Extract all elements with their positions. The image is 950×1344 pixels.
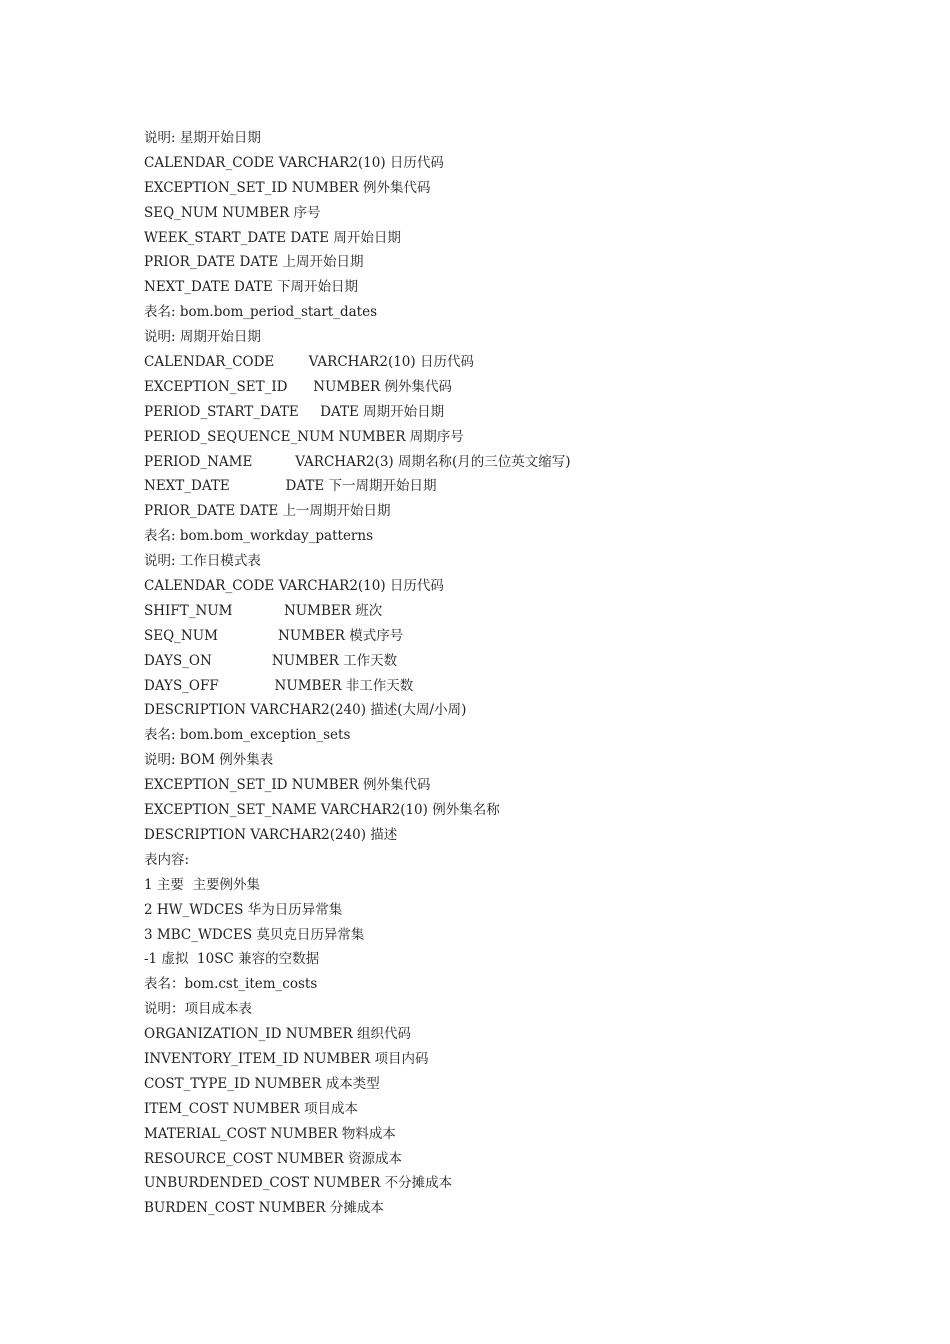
text-line: EXCEPTION_SET_ID NUMBER 例外集代码 — [144, 179, 431, 196]
text-line: EXCEPTION_SET_ID NUMBER 例外集代码 — [144, 777, 431, 794]
text-line: PRIOR_DATE DATE 上周开始日期 — [144, 254, 364, 271]
text-line: MATERIAL_COST NUMBER 物料成本 — [144, 1125, 396, 1142]
text-line: 说明: 周期开始日期 — [144, 329, 261, 346]
table-name-line: 表名：bom.cst_item_costs — [144, 976, 318, 993]
table-name-line: 表名: bom.bom_exception_sets — [144, 727, 351, 744]
text-line: UNBURDENDED_COST NUMBER 不分摊成本 — [144, 1175, 453, 1192]
text-line: -1 虚拟 10SC 兼容的空数据 — [144, 951, 320, 968]
text-line: EXCEPTION_SET_NAME VARCHAR2(10) 例外集名称 — [144, 802, 500, 819]
text-line: ITEM_COST NUMBER 项目成本 — [144, 1100, 358, 1117]
text-line: CALENDAR_CODE VARCHAR2(10) 日历代码 — [144, 154, 444, 171]
text-line: PERIOD_SEQUENCE_NUM NUMBER 周期序号 — [144, 428, 464, 445]
table-name-line: 表名: bom.bom_workday_patterns — [144, 528, 374, 545]
text-line: EXCEPTION_SET_ID NUMBER 例外集代码 — [144, 378, 452, 395]
text-line: PERIOD_START_DATE DATE 周期开始日期 — [144, 403, 445, 420]
text-line: 说明: 工作日模式表 — [144, 553, 261, 570]
text-line: 2 HW_WDCES 华为日历异常集 — [144, 901, 343, 918]
table-name-line: 表名: bom.bom_period_start_dates — [144, 304, 378, 321]
text-line: RESOURCE_COST NUMBER 资源成本 — [144, 1150, 402, 1167]
text-line: 说明：项目成本表 — [144, 1001, 252, 1018]
text-line: DAYS_ON NUMBER 工作天数 — [144, 652, 398, 669]
document-body — [144, 126, 924, 1221]
text-line: CALENDAR_CODE VARCHAR2(10) 日历代码 — [144, 354, 474, 371]
text-line: SEQ_NUM NUMBER 序号 — [144, 204, 321, 221]
text-line: 说明: 星期开始日期 — [144, 130, 261, 146]
text-line: 3 MBC_WDCES 莫贝克日历异常集 — [144, 926, 365, 943]
text-line: DAYS_OFF NUMBER 非工作天数 — [144, 677, 414, 694]
text-line: 表内容: — [144, 851, 190, 868]
text-line: NEXT_DATE DATE 下一周期开始日期 — [144, 478, 437, 495]
text-line: SHIFT_NUM NUMBER 班次 — [144, 602, 383, 619]
text-line: WEEK_START_DATE DATE 周开始日期 — [144, 229, 401, 246]
text-line: ORGANIZATION_ID NUMBER 组织代码 — [144, 1026, 411, 1043]
text-line: PRIOR_DATE DATE 上一周期开始日期 — [144, 503, 391, 520]
text-line: BURDEN_COST NUMBER 分摊成本 — [144, 1200, 384, 1217]
text-line: CALENDAR_CODE VARCHAR2(10) 日历代码 — [144, 578, 444, 595]
text-line: COST_TYPE_ID NUMBER 成本类型 — [144, 1075, 380, 1092]
text-line: 1 主要 主要例外集 — [144, 876, 260, 893]
text-line: DESCRIPTION VARCHAR2(240) 描述(大周/小周) — [144, 702, 467, 719]
text-line: DESCRIPTION VARCHAR2(240) 描述 — [144, 826, 398, 843]
text-line: INVENTORY_ITEM_ID NUMBER 项目内码 — [144, 1050, 429, 1067]
text-line: PERIOD_NAME VARCHAR2(3) 周期名称(月的三位英文缩写) — [144, 453, 571, 470]
text-line: SEQ_NUM NUMBER 模式序号 — [144, 627, 404, 644]
text-line: NEXT_DATE DATE 下周开始日期 — [144, 279, 359, 296]
text-line: 说明: BOM 例外集表 — [144, 752, 274, 769]
